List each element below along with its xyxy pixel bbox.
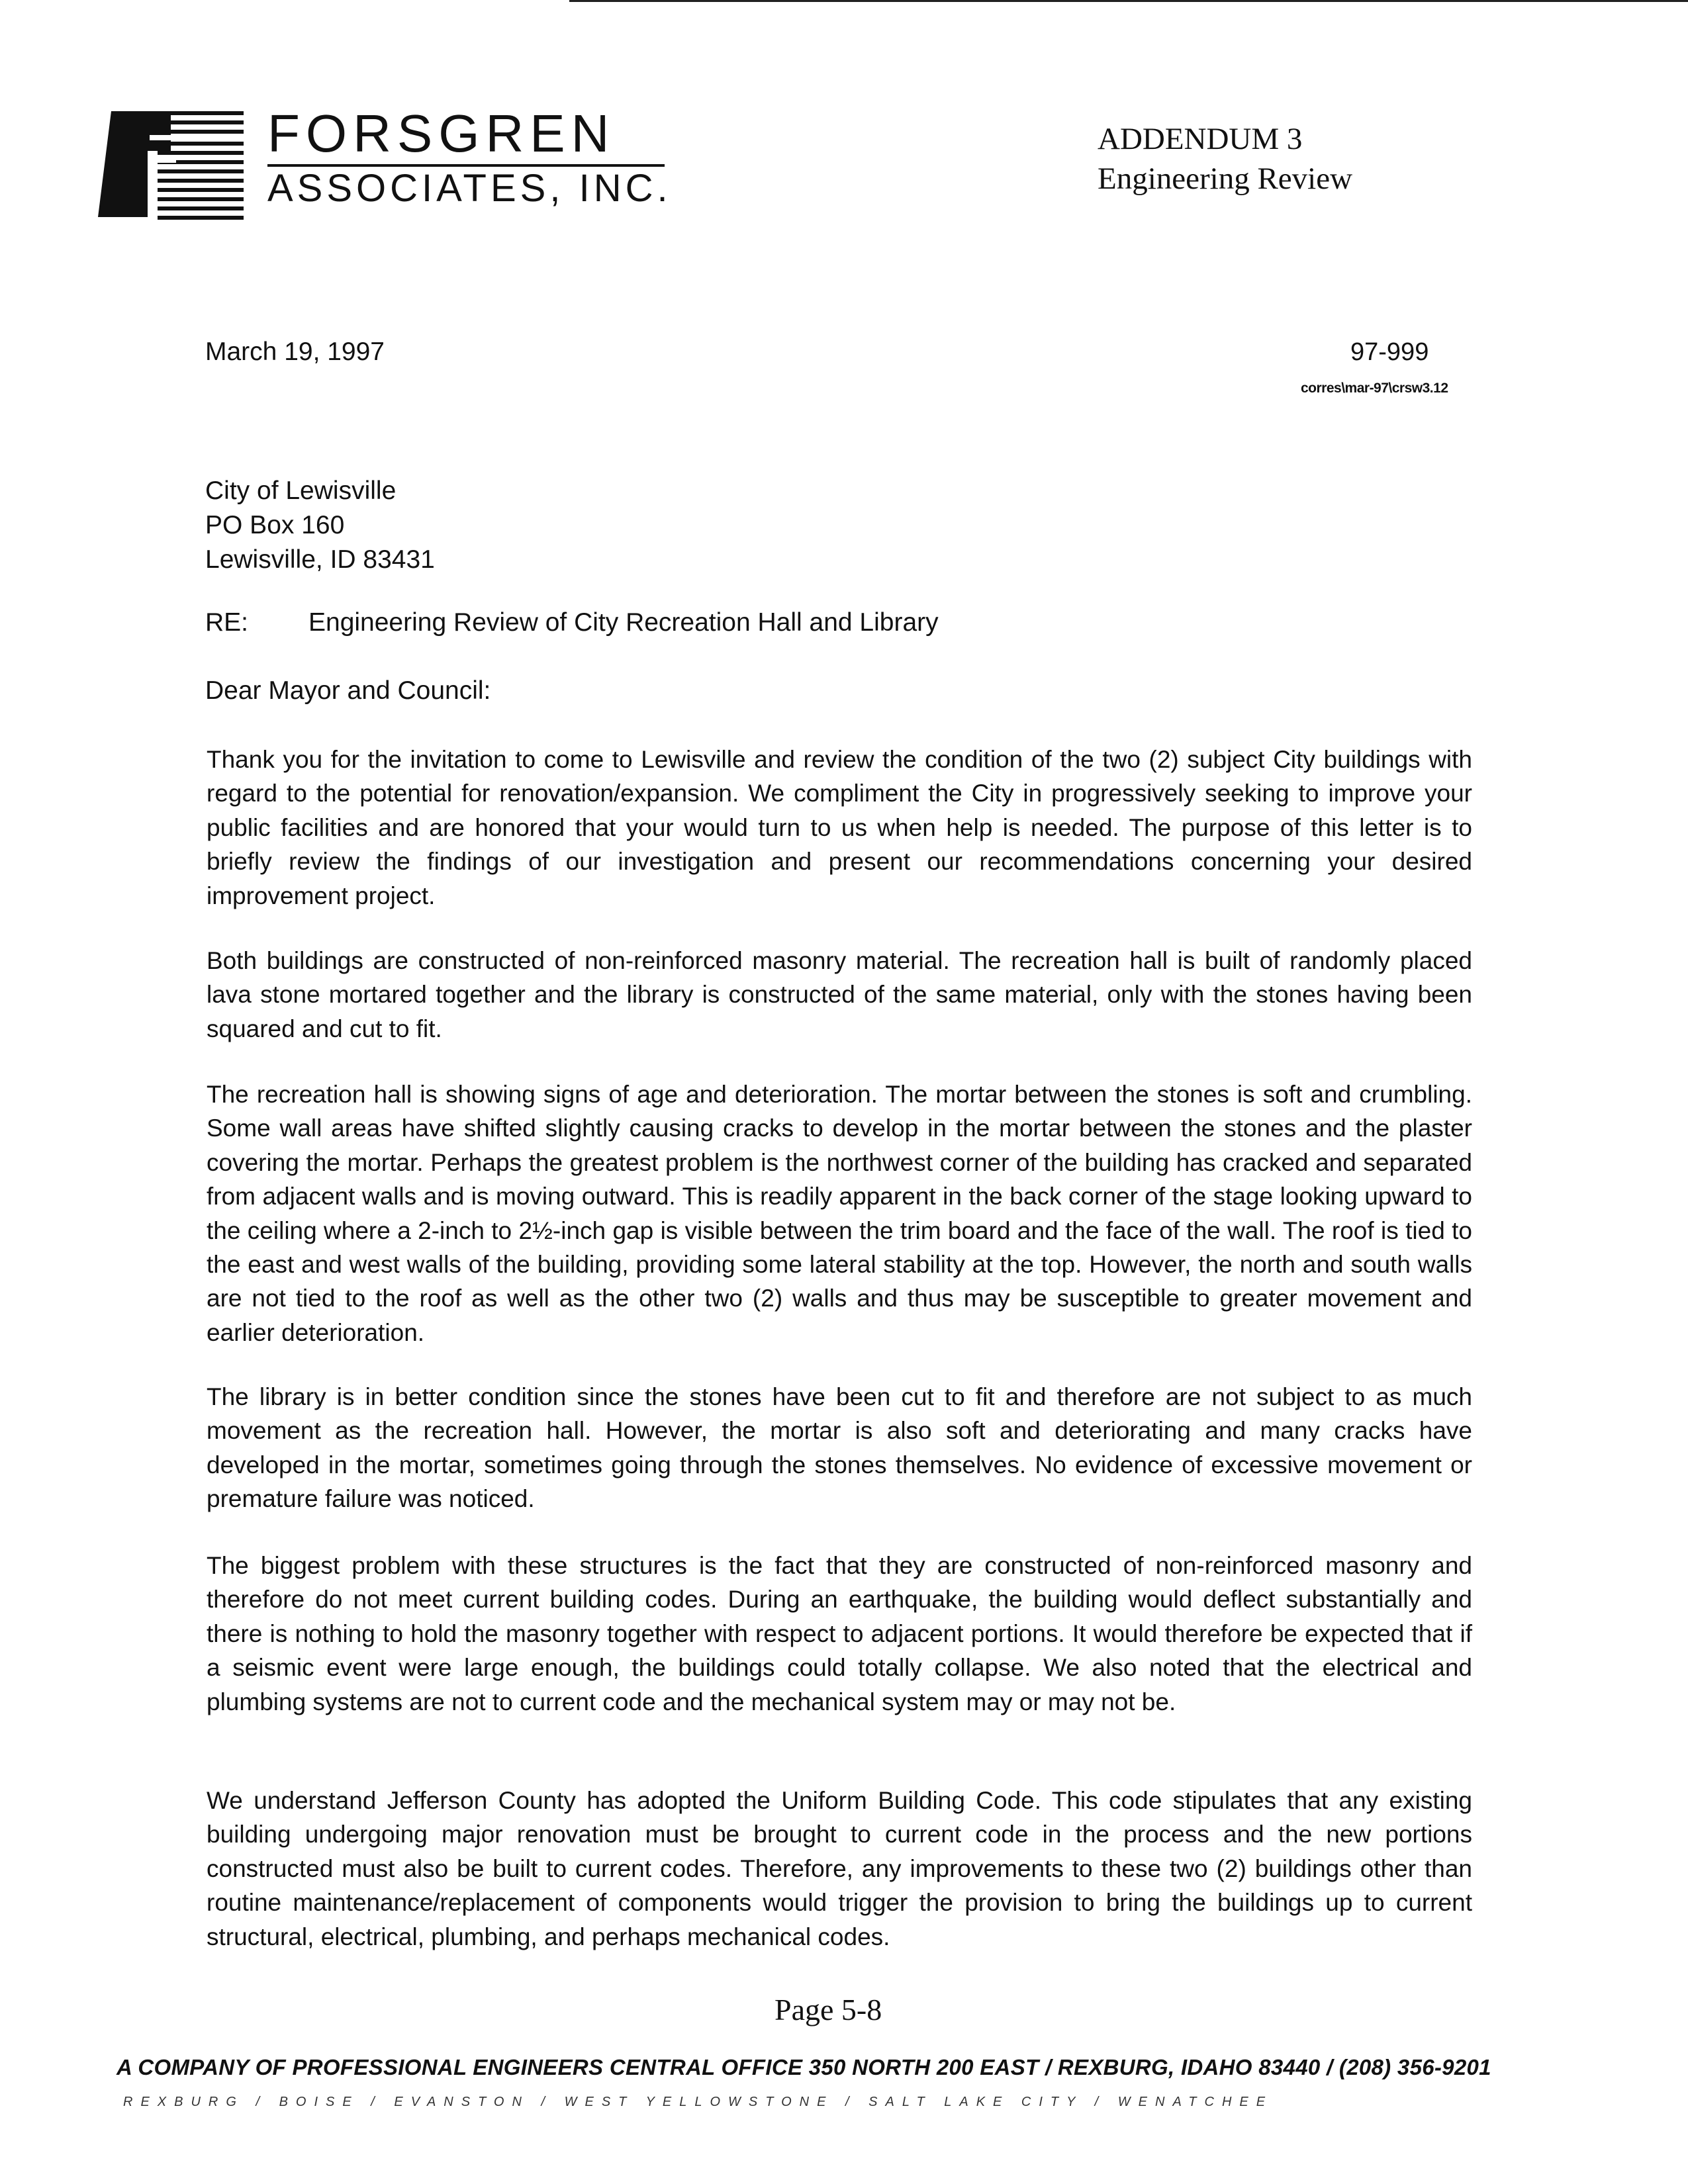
address-line: City of Lewisville [205,477,397,505]
page-number: Page 5-8 [774,1993,882,2026]
salutation: Dear Mayor and Council: [205,676,491,705]
subject-line: Engineering Review of City Recreation Hall and Library [308,608,939,637]
address-line: PO Box 160 [205,511,345,539]
addendum-title: ADDENDUM 3 [1098,122,1303,156]
addendum-block [1098,119,1352,199]
reference-number: 97-999 [1350,338,1429,366]
file-code: corres\mar-97\crsw3.12 [1301,381,1448,396]
subject-label: RE: [205,608,249,637]
letter-date: March 19, 1997 [205,338,385,366]
footer-company-line: A COMPANY OF PROFESSIONAL ENGINEERS CENTRAL OFFICE 350 NORTH 200 EAST / REXBURG, IDAHO 83440 / (208) 356-9201 [117,2055,1491,2079]
footer-offices-line: REXBURG / BOISE / EVANSTON / WEST YELLOWSTONE / SALT LAKE CITY / WENATCHEE [123,2095,1274,2109]
body-paragraph: Both buildings are constructed of non-reinforced masonry material. The recreation hall is built of randomly placed lava stone mortared together and the library is constructed of the same material, only with the stones having been squared and cut to fit. [207,947,1472,1042]
body-paragraph: Thank you for the invitation to come to Lewisville and review the condition of the two (2) subject City buildings with regard to the potential for renovation/expansion. We compliment the City in progressively seeking to improve your public facilities and are honored that your would turn to us when help is needed. The purpose of this letter is to briefly review the findings of our investigation and present our recommendations concerning your desired improvement project. [207,746,1472,909]
addendum-subtitle: Engineering Review [1098,161,1353,196]
top-border-rule [569,0,1688,2]
address-line: Lewisville, ID 83431 [205,545,435,574]
company-name: FORSGREN [267,104,616,163]
forsgren-logo-icon [85,105,244,224]
body-paragraph: The biggest problem with these structures is the fact that they are constructed of non-reinforced masonry and therefore do not meet current building codes. During an earthquake, the building would deflect substantially and there is nothing to hold the masonry together with respect to adjacent portions. It would therefore be expected that if a seismic event were large enough, the buildings could totally collapse. We also noted that the electrical and plumbing systems are not to current code and the mechanical system may or may not be. [207,1552,1472,1715]
body-paragraph: The recreation hall is showing signs of age and deterioration. The mortar between the stones is soft and crumbling. Some wall areas have shifted slightly causing cracks to develop in the mortar between the stones and the plaster covering the mortar. Perhaps the greatest problem is the northwest corner of the building has cracked and separated from adjacent walls and is moving outward. This is readily apparent in the back corner of the stage looking upward to the ceiling where a 2-inch to 2½-inch gap is visible between the trim board and the face of the wall. The roof is tied to the east and west walls of the building, providing some lateral stability at the top. However, the north and south walls are not tied to the roof as well as the other two (2) walls and thus may be susceptible to greater movement and earlier deterioration. [207,1081,1472,1346]
company-subtitle: ASSOCIATES, INC. [267,167,672,210]
recipient-address [205,474,435,577]
body-paragraph: The library is in better condition since the stones have been cut to fit and therefore are not subject to as much movement as the recreation hall. However, the mortar is also soft and deteriorating and many cracks have developed in the mortar, sometimes going through the stones themselves. No evidence of excessive movement or premature failure was noticed. [207,1383,1472,1513]
body-paragraph: We understand Jefferson County has adopted the Uniform Building Code. This code stipulates that any existing building undergoing major renovation must be brought to current code in the process and the new portions constructed must also be built to current codes. Therefore, any improvements to these two (2) buildings other than routine maintenance/replacement of components would trigger the provision to bring the buildings up to current structural, electrical, plumbing, and perhaps mechanical codes. [207,1787,1472,1950]
